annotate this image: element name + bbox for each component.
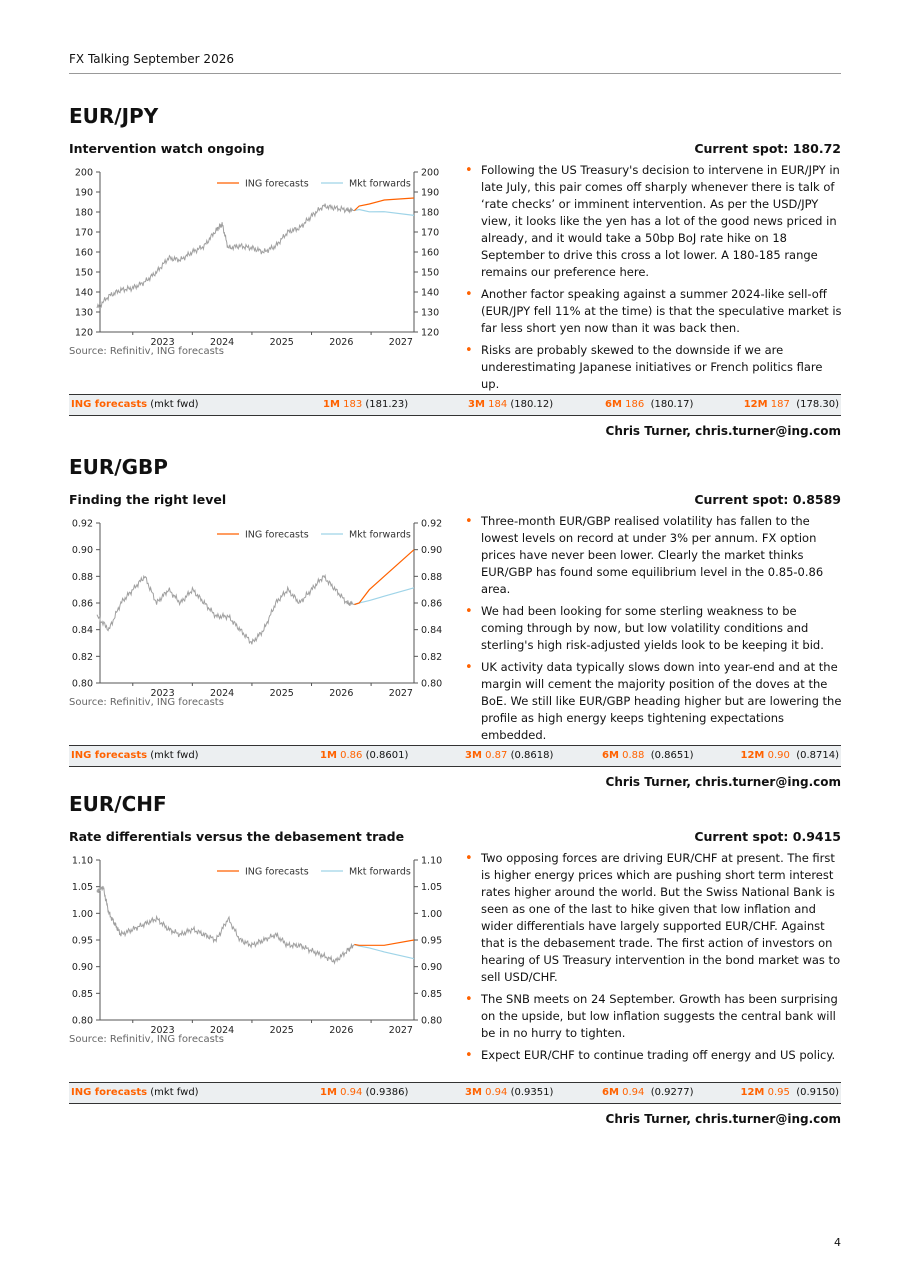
series-line — [354, 945, 414, 959]
x-tick-label: 2027 — [388, 1025, 413, 1036]
y-tick-label: 190 — [421, 187, 440, 199]
chart-subtitle: Rate differentials versus the debasement trade — [69, 829, 405, 844]
x-tick-label: 2023 — [150, 688, 175, 699]
tenor: 1M — [320, 750, 337, 761]
chart-subtitle: Intervention watch ongoing — [69, 141, 265, 156]
x-tick-label: 2027 — [388, 337, 413, 348]
forecast-value: 184 — [488, 399, 508, 410]
y-tick-label: 120 — [74, 327, 93, 339]
y-tick-label: 130 — [74, 307, 93, 319]
y-tick-label: 150 — [74, 267, 93, 279]
forecast-12m — [744, 399, 839, 410]
y-tick-label: 180 — [74, 207, 93, 219]
document-header: FX Talking September 2026 — [69, 52, 234, 66]
forecast-1m — [320, 750, 408, 761]
forecast-6m — [605, 399, 693, 410]
commentary-item: • Expect EUR/CHF to continue trading off energy and US policy. — [462, 1047, 842, 1064]
forecast-value: 0.94 — [485, 1087, 508, 1098]
x-tick-label: 2025 — [269, 337, 294, 348]
forecast-value: 0.87 — [485, 750, 508, 761]
fx-line-chart — [69, 162, 441, 348]
commentary-item: • Risks are probably skewed to the downside if we are underestimating Japanese initiatives or French politics flare up. — [462, 342, 842, 393]
x-tick-label: 2023 — [150, 337, 175, 348]
y-tick-label: 0.86 — [71, 598, 93, 610]
y-tick-label: 0.82 — [71, 651, 93, 663]
y-tick-label: 0.80 — [71, 678, 93, 690]
series-line — [354, 210, 414, 216]
tenor: 6M — [602, 750, 619, 761]
y-tick-label: 190 — [74, 187, 93, 199]
y-tick-label: 130 — [421, 307, 440, 319]
x-tick-label: 2025 — [269, 688, 294, 699]
forecast-value: 0.88 — [622, 750, 645, 761]
legend-label: Mkt forwards — [349, 178, 411, 190]
y-tick-label: 0.84 — [71, 625, 93, 637]
section-eurgbp — [69, 455, 841, 795]
tenor: 3M — [465, 750, 482, 761]
y-tick-label: 1.05 — [71, 882, 93, 894]
forecast-3m — [465, 1087, 553, 1098]
x-tick-label: 2024 — [210, 1025, 235, 1036]
forward-value: (181.23) — [365, 399, 409, 410]
y-tick-label: 160 — [421, 247, 440, 259]
x-tick-label: 2027 — [388, 688, 413, 699]
y-tick-label: 0.90 — [421, 545, 443, 557]
x-tick-label: 2024 — [210, 688, 235, 699]
forward-value: (0.9386) — [365, 1087, 409, 1098]
commentary-item: • We had been looking for some sterling weakness to be coming through by now, but low volatility conditions and sterling's high risk-adjusted yields look to be keeping it bid. — [462, 603, 842, 654]
y-tick-label: 1.05 — [421, 882, 443, 894]
x-tick-label: 2025 — [269, 1025, 294, 1036]
commentary-list — [462, 513, 842, 749]
y-tick-label: 170 — [421, 227, 440, 239]
author-contact: Chris Turner, chris.turner@ing.com — [605, 775, 841, 789]
y-tick-label: 1.10 — [71, 855, 93, 867]
forecast-12m — [741, 750, 839, 761]
forecast-12m — [741, 1087, 839, 1098]
legend-label: ING forecasts — [245, 529, 309, 541]
section-eurchf — [69, 792, 841, 1132]
history-series-line — [97, 576, 354, 645]
forecast-label-wrap — [71, 1087, 199, 1098]
forecast-value: 0.86 — [340, 750, 363, 761]
y-tick-label: 150 — [421, 267, 440, 279]
forecast-3m — [465, 750, 553, 761]
y-tick-label: 0.92 — [71, 518, 93, 530]
chart-source: Source: Refinitiv, ING forecasts — [69, 346, 224, 357]
forecast-label: ING forecasts — [71, 399, 148, 410]
section-eurjpy — [69, 104, 841, 444]
tenor: 1M — [323, 399, 340, 410]
y-tick-label: 1.00 — [71, 908, 93, 920]
y-tick-label: 140 — [421, 287, 440, 299]
chart-subtitle: Finding the right level — [69, 492, 227, 507]
series-line — [354, 588, 414, 605]
y-tick-label: 200 — [74, 167, 93, 179]
forward-value: (180.12) — [510, 399, 554, 410]
commentary-list — [462, 850, 842, 1069]
chart-legend — [217, 179, 411, 190]
commentary-item: • Three-month EUR/GBP realised volatility has fallen to the lowest levels on record at under 3% per annum. FX option prices have never been lower. Clearly the market thinks EUR/GBP has found some equilibrium level in the 0.85-0.86 area. — [462, 513, 842, 598]
y-tick-label: 0.95 — [71, 935, 93, 947]
forecast-6m — [602, 750, 694, 761]
forecast-value: 0.94 — [622, 1087, 645, 1098]
forward-value: (0.9277) — [650, 1087, 694, 1098]
y-tick-label: 0.80 — [421, 678, 443, 690]
forecast-label: ING forecasts — [71, 1087, 148, 1098]
chart-source: Source: Refinitiv, ING forecasts — [69, 697, 224, 708]
forward-value: (0.8651) — [650, 750, 694, 761]
series-line — [354, 198, 414, 211]
commentary-item: • Another factor speaking against a summer 2024-like sell-off (EUR/JPY fell 11% at the time) is that the speculative market is far less short yen now than it was back then. — [462, 286, 842, 337]
y-tick-label: 0.85 — [71, 988, 93, 1000]
y-tick-label: 140 — [74, 287, 93, 299]
current-spot: Current spot: 0.9415 — [694, 829, 841, 844]
x-tick-label: 2026 — [329, 1025, 354, 1036]
chart-source: Source: Refinitiv, ING forecasts — [69, 1034, 224, 1045]
y-tick-label: 0.90 — [421, 962, 443, 974]
history-series-line — [97, 886, 354, 963]
forecast-value: 0.90 — [767, 750, 790, 761]
author-contact: Chris Turner, chris.turner@ing.com — [605, 1112, 841, 1126]
y-tick-label: 0.92 — [421, 518, 443, 530]
forecast-bar — [69, 1082, 841, 1104]
tenor: 6M — [602, 1087, 619, 1098]
forecast-value: 183 — [343, 399, 363, 410]
forecast-3m — [468, 399, 553, 410]
y-tick-label: 0.82 — [421, 651, 443, 663]
tenor: 3M — [468, 399, 485, 410]
forecast-suffix: (mkt fwd) — [150, 1087, 199, 1098]
page-number: 4 — [834, 1236, 841, 1249]
forecast-bar — [69, 745, 841, 767]
forecast-1m — [320, 1087, 408, 1098]
forecast-label-wrap — [71, 750, 199, 761]
forecast-label: ING forecasts — [71, 750, 148, 761]
y-tick-label: 0.95 — [421, 935, 443, 947]
y-tick-label: 160 — [74, 247, 93, 259]
forecast-bar — [69, 394, 841, 416]
forward-value: (0.9351) — [510, 1087, 554, 1098]
y-tick-label: 0.90 — [71, 962, 93, 974]
section-title: EUR/GBP — [69, 455, 168, 479]
y-tick-label: 0.80 — [71, 1015, 93, 1027]
header-divider — [69, 73, 841, 74]
commentary-item: • Two opposing forces are driving EUR/CHF at present. The first is higher energy prices which are pushing short term interest rates higher around the world. But the Swiss National Bank is seen as one of the last to hike given that low inflation and wider differentials have largely supported EUR/CHF. Against that is the debasement trade. The first action of investors on hearing of US Treasury intervention in the bond market was to sell USD/CHF. — [462, 850, 842, 986]
forward-value: (0.9150) — [796, 1087, 839, 1098]
commentary-item: • UK activity data typically slows down into year-end and at the margin will cement the majority position of the doves at the BoE. We still like EUR/GBP heading higher but are lowering the profile as high energy keeps tightening expectations embedded. — [462, 659, 842, 744]
tenor: 12M — [740, 1087, 765, 1098]
forward-value: (180.17) — [650, 399, 694, 410]
forecast-suffix: (mkt fwd) — [150, 399, 199, 410]
y-tick-label: 200 — [421, 167, 440, 179]
forecast-6m — [602, 1087, 694, 1098]
chart-legend — [217, 867, 411, 878]
section-title: EUR/CHF — [69, 792, 167, 816]
y-tick-label: 0.84 — [421, 625, 443, 637]
fx-line-chart — [69, 850, 443, 1036]
y-tick-label: 0.86 — [421, 598, 443, 610]
forward-value: (0.8618) — [510, 750, 554, 761]
y-tick-label: 0.80 — [421, 1015, 443, 1027]
section-title: EUR/JPY — [69, 104, 159, 128]
forecast-value: 187 — [770, 399, 790, 410]
forecast-value: 0.95 — [767, 1087, 790, 1098]
legend-label: Mkt forwards — [349, 529, 411, 541]
current-spot: Current spot: 180.72 — [694, 141, 841, 156]
x-tick-label: 2026 — [329, 688, 354, 699]
legend-label: ING forecasts — [245, 178, 309, 190]
legend-label: Mkt forwards — [349, 866, 411, 878]
y-tick-label: 0.85 — [421, 988, 443, 1000]
forecast-1m — [323, 399, 408, 410]
author-contact: Chris Turner, chris.turner@ing.com — [605, 424, 841, 438]
forecast-value: 0.94 — [340, 1087, 363, 1098]
commentary-list — [462, 162, 842, 398]
commentary-item: • The SNB meets on 24 September. Growth has been surprising on the upside, but low inflation suggests the central bank will be in no hurry to tighten. — [462, 991, 842, 1042]
x-tick-label: 2024 — [210, 337, 235, 348]
tenor: 1M — [320, 1087, 337, 1098]
x-tick-label: 2023 — [150, 1025, 175, 1036]
commentary-item: • Following the US Treasury's decision to intervene in EUR/JPY in late July, this pair comes off sharply whenever there is talk of ‘rate checks’ or imminent intervention. As per the USD/JPY view, it looks like the yen has a lot of the good news priced in already, and it would take a 50bp BoJ rate hike on 18 September to drive this cross a lot lower. A 180-185 range remains our preference here. — [462, 162, 842, 281]
y-tick-label: 1.10 — [421, 855, 443, 867]
forward-value: (178.30) — [796, 399, 839, 410]
tenor: 3M — [465, 1087, 482, 1098]
forward-value: (0.8714) — [796, 750, 839, 761]
tenor: 12M — [740, 750, 765, 761]
history-series-line — [97, 204, 354, 308]
y-tick-label: 170 — [74, 227, 93, 239]
current-spot: Current spot: 0.8589 — [694, 492, 841, 507]
legend-label: ING forecasts — [245, 866, 309, 878]
tenor: 6M — [605, 399, 622, 410]
y-tick-label: 0.90 — [71, 545, 93, 557]
forecast-value: 186 — [625, 399, 645, 410]
y-tick-label: 0.88 — [421, 571, 443, 583]
series-line — [354, 940, 414, 945]
y-tick-label: 0.88 — [71, 571, 93, 583]
forecast-label-wrap — [71, 399, 199, 410]
y-tick-label: 1.00 — [421, 908, 443, 920]
y-tick-label: 180 — [421, 207, 440, 219]
chart-legend — [217, 530, 411, 541]
x-tick-label: 2026 — [329, 337, 354, 348]
fx-line-chart — [69, 513, 443, 699]
y-tick-label: 120 — [421, 327, 440, 339]
forecast-suffix: (mkt fwd) — [150, 750, 199, 761]
forward-value: (0.8601) — [365, 750, 409, 761]
tenor: 12M — [743, 399, 768, 410]
